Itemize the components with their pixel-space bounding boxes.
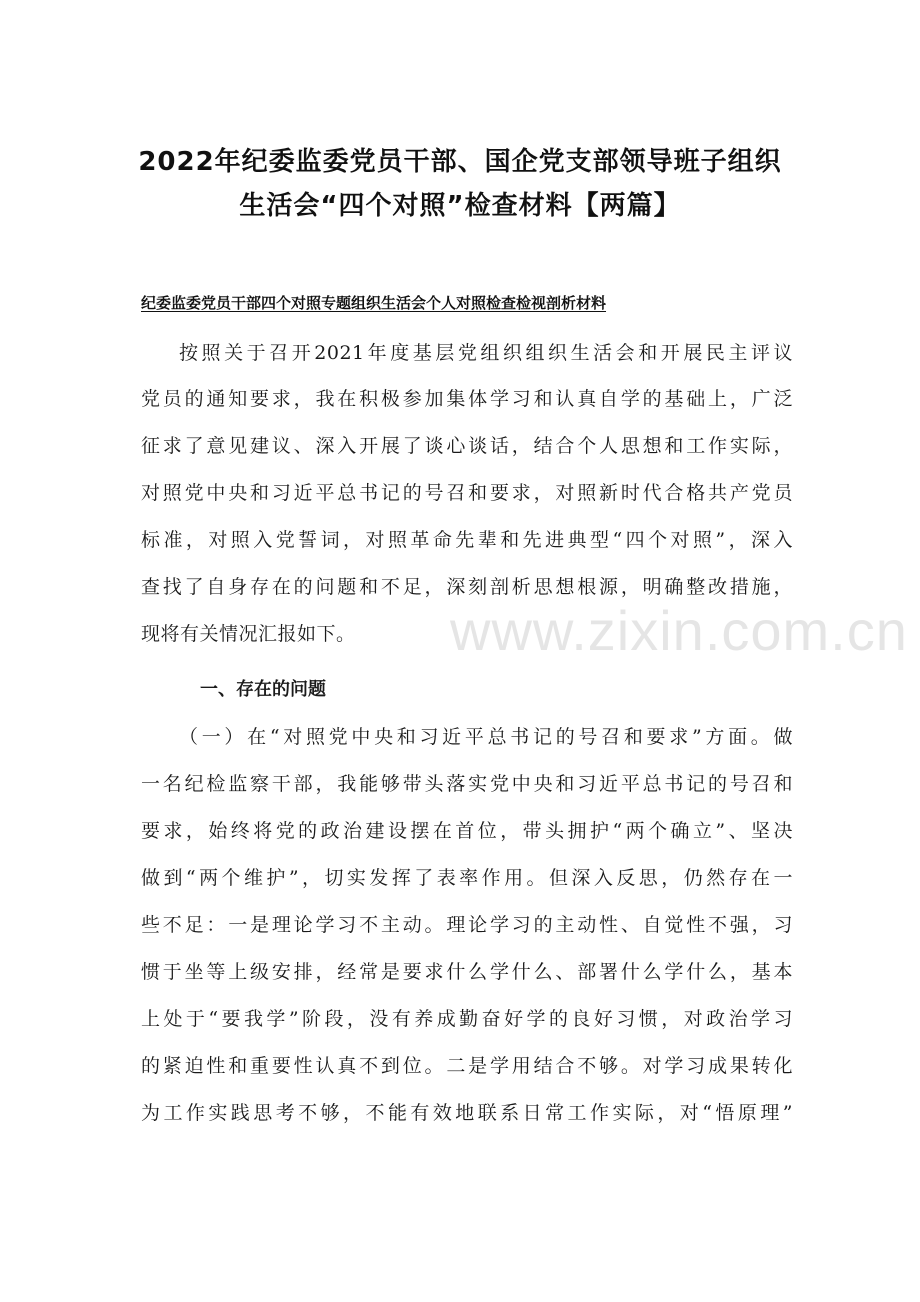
- body-line: 惯于坐等上级安排，经常是要求什么学什么、部署什么学什么，基本: [141, 961, 793, 983]
- intro-line: 标准，对照入党誓词，对照革命先辈和先进典型“四个对照”，深入: [141, 529, 793, 551]
- body-line: （一）在“对照党中央和习近平总书记的号召和要求”方面。做: [179, 726, 793, 748]
- document-subtitle: 纪委监委党员干部四个对照专题组织生活会个人对照检查检视剖析材料: [141, 294, 607, 312]
- body-line: 的紧迫性和重要性认真不到位。二是学用结合不够。对学习成果转化: [141, 1055, 793, 1077]
- title-line-2: 生活会“四个对照”检查材料【两篇】: [239, 191, 681, 221]
- intro-line: 征求了意见建议、深入开展了谈心谈话，结合个人思想和工作实际，: [141, 435, 793, 457]
- body-line: 做到“两个维护”，切实发挥了表率作用。但深入反思，仍然存在一: [141, 867, 793, 889]
- intro-line: 按照关于召开2021年度基层党组织组织生活会和开展民主评议: [179, 342, 793, 364]
- body-line: 要求，始终将党的政治建设摆在首位，带头拥护“两个确立”、坚决: [141, 820, 793, 842]
- document-title: [100, 140, 820, 228]
- body-line: 上处于“要我学”阶段，没有养成勤奋好学的良好习惯，对政治学习: [141, 1008, 793, 1030]
- intro-line: 对照党中央和习近平总书记的号召和要求，对照新时代合格共产党员: [141, 482, 793, 504]
- intro-line: 党员的通知要求，我在积极参加集体学习和认真自学的基础上，广泛: [141, 388, 793, 410]
- title-line-1: 2022年纪委监委党员干部、国企党支部领导班子组织: [138, 147, 782, 177]
- watermark-text: www.zixin.com.cn: [450, 599, 908, 662]
- body-line: 些不足：一是理论学习不主动。理论学习的主动性、自觉性不强，习: [141, 914, 793, 936]
- section-heading: 一、存在的问题: [200, 679, 326, 700]
- body-line: 为工作实践思考不够，不能有效地联系日常工作实际，对“悟原理”: [141, 1102, 793, 1124]
- body-line: 一名纪检监察干部，我能够带头落实党中央和习近平总书记的号召和: [141, 773, 793, 795]
- intro-line: 现将有关情况汇报如下。: [141, 623, 356, 645]
- intro-line: 查找了自身存在的问题和不足，深刻剖析思想根源，明确整改措施，: [141, 576, 793, 598]
